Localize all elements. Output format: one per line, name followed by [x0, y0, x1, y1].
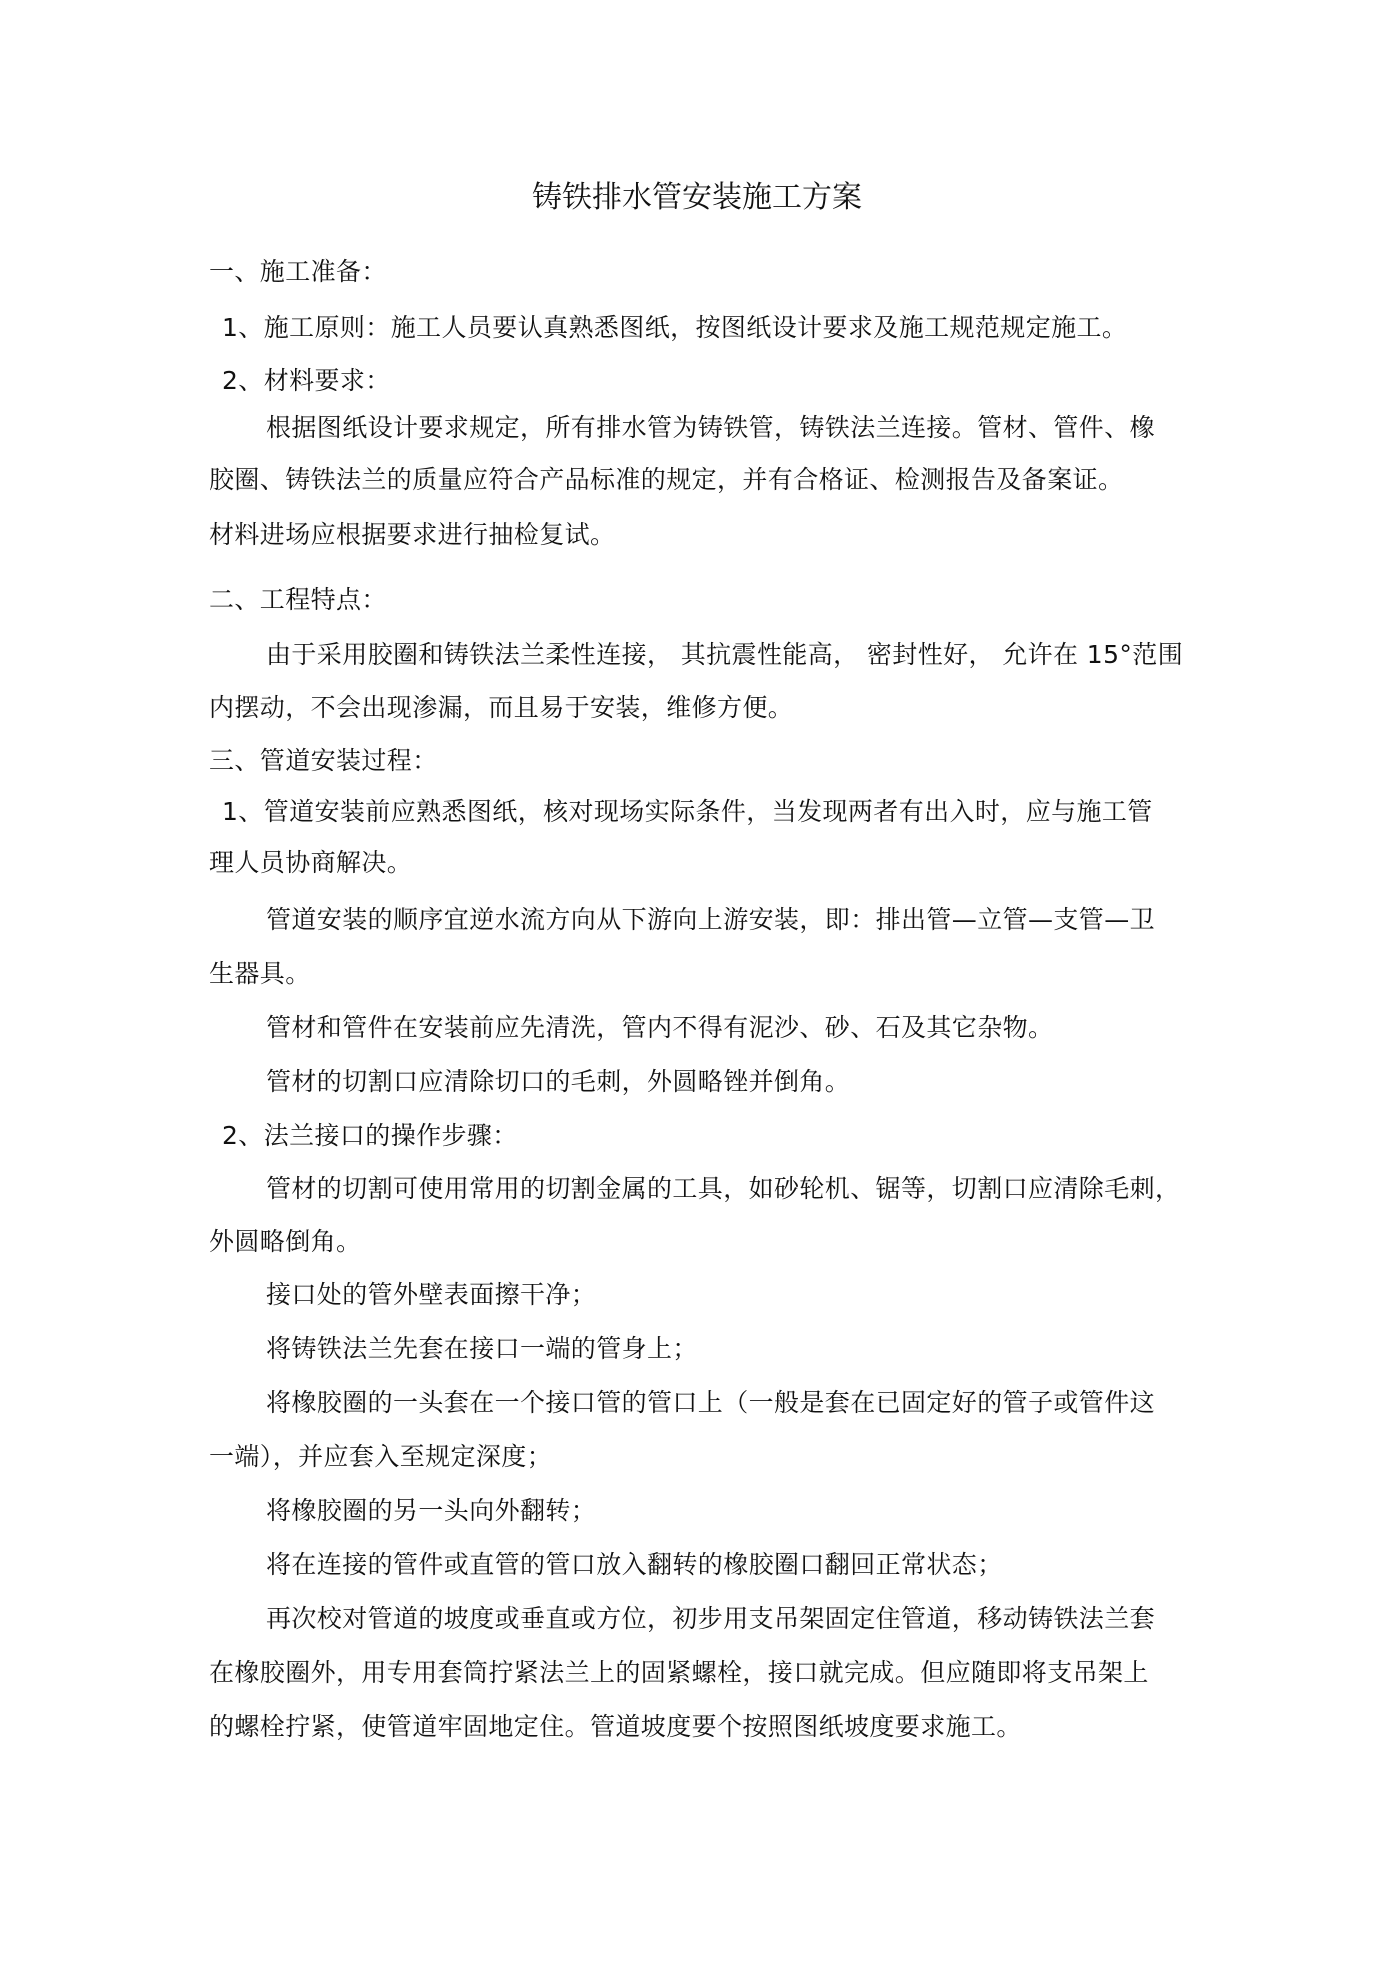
paragraph-line: 在橡胶圈外，用专用套筒拧紧法兰上的固紧螺栓，接口就完成。但应随即将支吊架上 — [209, 1658, 1149, 1687]
paragraph-line: 外圆略倒角。 — [209, 1227, 362, 1256]
paragraph-line: 1、施工原则：施工人员要认真熟悉图纸，按图纸设计要求及施工规范规定施工。 — [222, 313, 1128, 342]
paragraph-line: 接口处的管外壁表面擦干净； — [266, 1280, 597, 1309]
subsection-heading-materials: 2、材料要求： — [222, 366, 391, 395]
subsection-heading-flange-steps: 2、法兰接口的操作步骤： — [222, 1121, 518, 1150]
paragraph-line: 将在连接的管件或直管的管口放入翻转的橡胶圈口翻回正常状态； — [266, 1550, 1003, 1579]
section-heading-preparation: 一、施工准备： — [209, 257, 387, 286]
paragraph-line: 再次校对管道的坡度或垂直或方位，初步用支吊架固定住管道，移动铸铁法兰套 — [266, 1604, 1156, 1633]
paragraph-line: 生器具。 — [209, 959, 311, 988]
document-title: 铸铁排水管安装施工方案 — [532, 180, 862, 215]
paragraph-line: 管材的切割可使用常用的切割金属的工具，如砂轮机、锯等，切割口应清除毛刺， — [266, 1174, 1181, 1203]
paragraph-line: 胶圈、铸铁法兰的质量应符合产品标准的规定，并有合格证、检测报告及备案证。 — [209, 465, 1124, 494]
paragraph-line: 管道安装的顺序宜逆水流方向从下游向上游安装，即：排出管—立管—支管—卫 — [266, 905, 1156, 934]
paragraph-line: 管材和管件在安装前应先清洗，管内不得有泥沙、砂、石及其它杂物。 — [266, 1013, 1054, 1042]
paragraph-line: 的螺栓拧紧，使管道牢固地定住。管道坡度要个按照图纸坡度要求施工。 — [209, 1712, 1022, 1741]
section-heading-features: 二、工程特点： — [209, 585, 387, 614]
paragraph-line: 管材的切割口应清除切口的毛刺，外圆略锉并倒角。 — [266, 1067, 851, 1096]
paragraph-line: 根据图纸设计要求规定，所有排水管为铸铁管，铸铁法兰连接。管材、管件、橡 — [266, 413, 1156, 442]
paragraph-line: 理人员协商解决。 — [209, 848, 413, 877]
paragraph-line: 将铸铁法兰先套在接口一端的管身上； — [266, 1334, 698, 1363]
paragraph-line: 1、管道安装前应熟悉图纸，核对现场实际条件，当发现两者有出入时，应与施工管 — [222, 797, 1153, 826]
paragraph-line: 由于采用胶圈和铸铁法兰柔性连接， 其抗震性能高， 密封性好， 允许在 15°范围 — [266, 640, 1184, 669]
paragraph-line: 将橡胶圈的一头套在一个接口管的管口上（一般是套在已固定好的管子或管件这 — [266, 1388, 1156, 1417]
paragraph-line: 材料进场应根据要求进行抽检复试。 — [209, 520, 616, 549]
section-heading-installation: 三、管道安装过程： — [209, 746, 438, 775]
paragraph-line: 将橡胶圈的另一头向外翻转； — [266, 1496, 597, 1525]
paragraph-line: 内摆动，不会出现渗漏，而且易于安装，维修方便。 — [209, 693, 794, 722]
paragraph-line: 一端），并应套入至规定深度； — [209, 1442, 553, 1471]
